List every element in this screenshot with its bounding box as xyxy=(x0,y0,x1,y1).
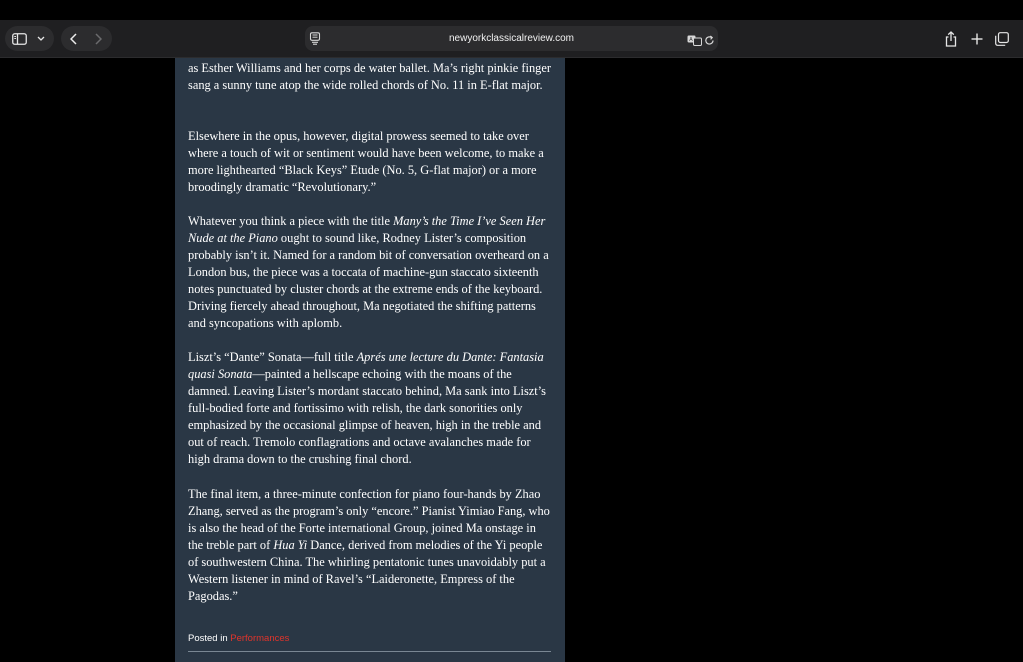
back-icon[interactable] xyxy=(61,26,86,51)
piece-title-lister: Many’s the Time I’ve Seen Her Nude at the Piano xyxy=(188,214,546,245)
navigation-group xyxy=(61,26,112,51)
paragraph-4 xyxy=(188,349,552,468)
paragraph-3-text-a: Whatever you think a piece with the title xyxy=(188,214,394,228)
sidebar-control-group xyxy=(5,26,54,51)
paragraph-1 xyxy=(188,60,552,94)
share-icon[interactable] xyxy=(942,30,960,48)
forward-icon[interactable] xyxy=(86,26,111,51)
paragraph-1-text: as Esther Williams and her corps de water ballet. Ma’s right pinkie finger sang a sunny tune atop the wide rolled chords of No. 11 in E-flat major. xyxy=(188,61,551,92)
divider xyxy=(188,651,551,652)
plus-icon[interactable] xyxy=(968,30,986,48)
category-link-performances[interactable]: Performances xyxy=(230,633,290,644)
paragraph-5-text-b: Dance, derived from melodies of the Yi people of southwestern China. The whirling pentatonic tunes unavoidably put a Western listener in mind of Ravel’s “Laideronette, Empress of the Pagodas.” xyxy=(188,538,546,603)
posted-in xyxy=(188,633,289,644)
paragraph-2-text: Elsewhere in the opus, however, digital prowess seemed to take over where a touch of wit or sentiment would have been welcome, to make a more lighthearted “Black Keys” Etude (No. 5, G-flat major) or a more broodingly dramatic “Revolutionary.” xyxy=(188,129,544,194)
posted-in-label: Posted in xyxy=(188,633,231,644)
reload-icon[interactable] xyxy=(704,33,715,51)
paragraph-3 xyxy=(188,213,552,332)
paragraph-4-text-b: —painted a hellscape echoing with the moans of the damned. Leaving Lister’s mordant staccato behind, Ma sank into Liszt’s full-bodied forte and fortissimo with relish, the dark sonorities only emphasized by the occasional glimpse of heaven, high in the treble and out of reach. Tremolo conflagrations and octave avalanches made for high drama down to the crushing final chord. xyxy=(188,367,546,466)
piece-title-hua-yi: Hua Yi xyxy=(273,538,308,552)
paragraph-5 xyxy=(188,486,552,605)
sidebar-icon[interactable] xyxy=(5,26,33,51)
paragraph-4-text-a: Liszt’s “Dante” Sonata—full title xyxy=(188,350,357,364)
browser-toolbar xyxy=(0,20,1023,58)
url-text: newyorkclassicalreview.com xyxy=(448,33,575,44)
address-bar[interactable] xyxy=(305,26,718,51)
paragraph-2 xyxy=(188,128,552,196)
article-body xyxy=(175,58,565,662)
paragraph-5-text-a: The final item, a three-minute confection for piano four-hands by Zhao Zhang, served as the program’s only “encore.” Pianist Yimiao Fang, who is also the head of the Forte international Group, joined Ma onstage in the treble part of xyxy=(188,487,550,552)
svg-text:A: A xyxy=(689,37,693,43)
tab-overview-icon[interactable] xyxy=(993,30,1011,48)
piece-title-liszt: Aprés une lecture du Dante: Fantasia quasi Sonata xyxy=(188,350,544,381)
translate-icon[interactable] xyxy=(687,33,702,51)
chevron-down-icon[interactable] xyxy=(33,26,49,51)
paragraph-3-text-b: ought to sound like, Rodney Lister’s composition probably isn’t it. Named for a random bit of conversation overheard on a London bus, the piece was a toccata of machine-gun staccato sixteenth notes punctuated by cluster chords at the extreme ends of the keyboard. Driving fiercely ahead throughout, Ma negotiated the shifting patterns and syncopations with aplomb. xyxy=(188,231,549,330)
window-top-strip xyxy=(0,0,1023,20)
